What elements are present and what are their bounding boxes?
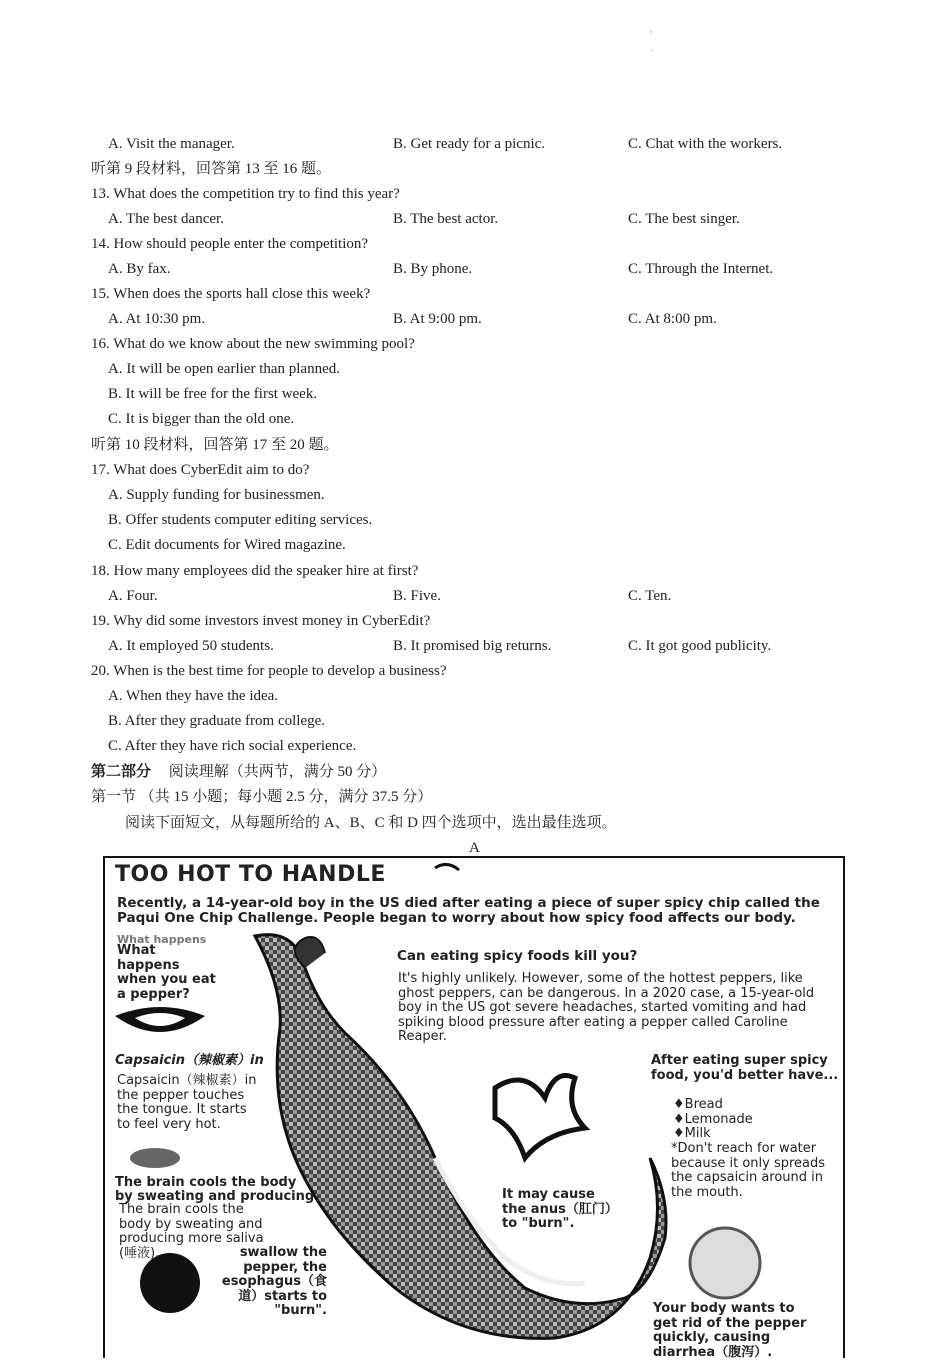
what-happens-text: What happens when you eat a pepper? [117, 943, 216, 1002]
part-2-heading [91, 762, 386, 782]
body-text: Your body wants to get rid of the pepper quickly, causing diarrhea（腹泻）. [653, 1301, 807, 1360]
q13-option-c: C. The best singer. [628, 211, 740, 227]
part-2-title: 阅读理解（共两节，满分 50 分） [168, 764, 387, 780]
brain-ghost: by sweating and producing [115, 1189, 315, 1204]
after-note: *Don't reach for water because it only spreads the capsaicin around in the mouth. [671, 1141, 826, 1200]
q15-stem: 15. When does the sports hall close this week? [91, 286, 371, 302]
q18-option-c: C. Ten. [628, 588, 672, 604]
q18-stem: 18. How many employees did the speaker hire at first? [91, 563, 419, 579]
anus-text: It may cause the anus（肛门）to "burn". [502, 1187, 612, 1231]
section-9-heading: 听第 9 段材料，回答第 13 至 16 题。 [91, 161, 332, 177]
ghost-heading: What happens [117, 933, 207, 946]
page-mark: ' [650, 30, 652, 41]
kill-text: It's highly unlikely. However, some of the hottest peppers, like ghost peppers, can be dangerous. In a 2020 case, a 15-year-old boy in the US got severe headaches, started vomiting and had spiking blood pressure after eating a pepper called Caroline Reaper. [398, 971, 815, 1044]
capsaicin-heading: Capsaicin（辣椒素）in [115, 1053, 264, 1068]
brain-heading: The brain cools the body [115, 1175, 297, 1190]
q14-stem: 14. How should people enter the competition? [91, 236, 369, 252]
passage-label: A [469, 840, 480, 856]
after-heading: After eating super spicy food, you'd better have... [651, 1053, 839, 1083]
q20-option-a: A. When they have the idea. [108, 688, 279, 704]
q12-option-a: A. Visit the manager. [108, 136, 235, 152]
q12-option-c: C. Chat with the workers. [628, 136, 783, 152]
q16-stem: 16. What do we know about the new swimming pool? [91, 336, 415, 352]
q13-option-b: B. The best actor. [393, 211, 499, 227]
part-2-label: 第二部分 [91, 764, 152, 780]
infographic-title: TOO HOT TO HANDLE [115, 862, 386, 887]
capsaicin-text: Capsaicin（辣椒素）in the pepper touches the tongue. It starts to feel very hot. [117, 1073, 257, 1132]
q20-option-b: B. After they graduate from college. [108, 713, 326, 729]
q19-option-c: C. It got good publicity. [628, 638, 772, 654]
q17-option-a: A. Supply funding for businessmen. [108, 487, 325, 503]
section-1-heading: 第一节 （共 15 小题；每小题 2.5 分，满分 37.5 分） [91, 789, 433, 805]
after-item-bread: ♦Bread [673, 1097, 723, 1112]
q17-option-b: B. Offer students computer editing services. [108, 512, 373, 528]
q20-stem: 20. When is the best time for people to develop a business? [91, 663, 447, 679]
q16-option-b: B. It will be free for the first week. [108, 386, 318, 402]
q12-option-b: B. Get ready for a picnic. [393, 136, 546, 152]
q16-option-c: C. It is bigger than the old one. [108, 411, 295, 427]
page-mark: · [650, 46, 654, 57]
q18-option-a: A. Four. [108, 588, 158, 604]
q19-stem: 19. Why did some investors invest money in CyberEdit? [91, 613, 431, 629]
q14-option-c: C. Through the Internet. [628, 261, 774, 277]
q19-option-b: B. It promised big returns. [393, 638, 552, 654]
q15-option-a: A. At 10:30 pm. [108, 311, 206, 327]
after-item-milk: ♦Milk [673, 1126, 711, 1141]
q16-option-a: A. It will be open earlier than planned. [108, 361, 341, 377]
after-item-lemonade: ♦Lemonade [673, 1112, 753, 1127]
q17-stem: 17. What does CyberEdit aim to do? [91, 462, 310, 478]
q13-option-a: A. The best dancer. [108, 211, 224, 227]
infographic [103, 856, 845, 1358]
brain-text: The brain cools the body by sweating and producing more saliva (唾液). [119, 1202, 264, 1261]
q17-option-c: C. Edit documents for Wired magazine. [108, 537, 346, 553]
q20-option-c: C. After they have rich social experience. [108, 738, 357, 754]
q14-option-a: A. By fax. [108, 261, 171, 277]
q15-option-c: C. At 8:00 pm. [628, 311, 717, 327]
q15-option-b: B. At 9:00 pm. [393, 311, 482, 327]
q19-option-a: A. It employed 50 students. [108, 638, 274, 654]
section-10-heading: 听第 10 段材料，回答第 17 至 20 题。 [91, 437, 339, 453]
kill-heading: Can eating spicy foods kill you? [397, 948, 638, 964]
q14-option-b: B. By phone. [393, 261, 473, 277]
swallow-text: swallow the pepper, the esophagus（食道）starts to "burn". [221, 1245, 327, 1318]
q18-option-b: B. Five. [393, 588, 441, 604]
reading-instruction: 阅读下面短文，从每题所给的 A、B、C 和 D 四个选项中，选出最佳选项。 [125, 815, 617, 831]
q13-stem: 13. What does the competition try to find this year? [91, 186, 400, 202]
infographic-intro: Recently, a 14-year-old boy in the US died after eating a piece of super spicy chip called the Paqui One Chip Challenge. People began to worry about how spicy food affects our body. [117, 895, 820, 926]
